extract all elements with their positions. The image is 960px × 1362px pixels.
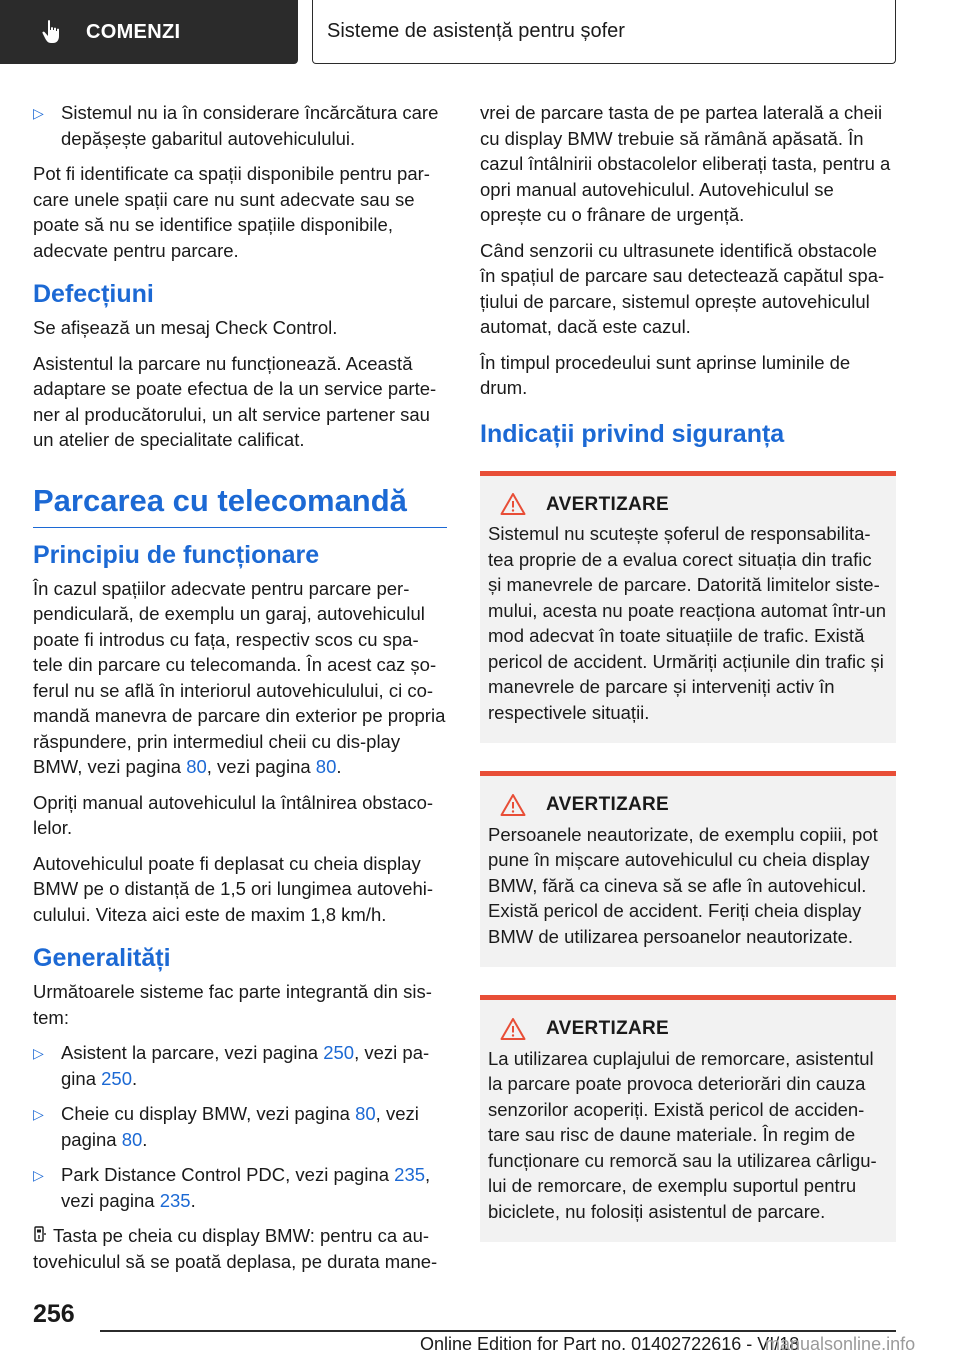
left-column <box>33 100 447 1284</box>
warning-text: Sistemul nu scutește șoferul de responsabilita-tea proprie de a evalua corect situația din trafic și manevrele de parcare. Datorită limitelor siste-mului, acesta nu poate reacționa automat într-un mod adecvat în toate situațiile de trafic. Există pericol de accident. Urmăriți acțiunile din trafic și manevrele de parcare și interveniți activ în respectivele situații. <box>488 523 886 723</box>
paragraph: Se afișează un mesaj Check Control. <box>33 317 338 338</box>
paragraph: vrei de parcare tasta de pe partea laterală a cheii cu display BMW trebuie să rămână apăsată. În cazul întâlnirii obstacolelor eliberați tasta, pentru a opri manual autovehiculul. Autovehiculul se oprește cu o frânare de urgență. <box>480 102 891 225</box>
warning-triangle-icon <box>500 1017 526 1041</box>
right-column <box>480 100 896 1270</box>
warning-text: Persoanele neautorizate, de exemplu copiii, pot pune în mișcare autovehiculul cu cheia display BMW, fără ca cineva să se afle în autovehicul. Există pericol de accident. Feriți cheia display BMW de utilizarea persoanelor neautorizate. <box>488 823 878 947</box>
list-item: ▷ Asistent la parcare, vezi pagina 250, vezi pa-gina 250. <box>33 1040 447 1091</box>
tip-paragraph: Tasta pe cheia cu display BMW: pentru ca au-tovehiculul să se poată deplasa, pe durata mane- <box>33 1225 438 1272</box>
chapter-tab-label: COMENZI <box>86 20 181 43</box>
page-link[interactable]: 80 <box>355 1103 376 1124</box>
warning-title: AVERTIZARE <box>546 493 669 515</box>
page-number: 256 <box>33 1300 75 1328</box>
warning-title: AVERTIZARE <box>546 794 669 815</box>
heading-defects: Defecțiuni <box>33 280 154 308</box>
page-link[interactable]: 250 <box>101 1067 132 1089</box>
paragraph: Următoarele sisteme fac parte integrantă din sis-tem: <box>33 981 432 1028</box>
list-item: ▷ Cheie cu display BMW, vezi pagina 80, vezi pagina 80. <box>33 1101 447 1152</box>
triangle-right-icon: ▷ <box>33 1106 44 1122</box>
chapter-tab[interactable] <box>0 0 298 64</box>
section-title: Sisteme de asistență pentru șofer <box>312 0 896 64</box>
list-item: ▷ Park Distance Control PDC, vezi pagina 235, vezi pagina 235. <box>33 1162 447 1213</box>
page-link[interactable]: 235 <box>159 1189 191 1211</box>
warning-box <box>480 771 896 967</box>
footer-edition: Online Edition for Part no. 01402722616 - VI/18 manualsonline.info <box>420 1334 916 1354</box>
paragraph: Când senzorii cu ultrasunete identifică obstacole în spațiul de parcare sau detectează capătul spa-țiului de parcare, sistemul oprește autovehiculul automat, dacă este cazul. <box>480 239 885 337</box>
paragraph: În timpul procedeului sunt aprinse luminile de drum. <box>480 351 851 398</box>
triangle-right-icon: ▷ <box>33 1045 44 1061</box>
page-link[interactable]: 250 <box>323 1042 355 1063</box>
heading-general: Generalități <box>33 944 171 972</box>
footer-divider <box>100 1330 896 1332</box>
page-link[interactable]: 80 <box>186 756 207 777</box>
warning-box <box>480 995 896 1242</box>
warning-triangle-icon <box>500 793 526 817</box>
list-item <box>33 100 447 151</box>
heading-principle: Principiu de funcționare <box>33 540 320 569</box>
warning-title: AVERTIZARE <box>546 1018 669 1039</box>
triangle-right-icon: ▷ <box>33 105 44 121</box>
paragraph: Autovehiculul poate fi deplasat cu cheia display BMW pe o distanță de 1,5 ori lungimea autovehi-culului. Viteza aici este de maxim 1,8 km/h. <box>33 852 434 925</box>
heading-safety: Indicații privind siguranța <box>480 419 785 448</box>
page-link[interactable]: 235 <box>394 1164 426 1185</box>
paragraph: În cazul spațiilor adecvate pentru parcare per-pendiculară, de exemplu un garaj, autovehiculul poate fi introdus cu fața, respectiv scos cu spa-tele din parcare cu telecomanda. În acest caz șo-ferul nu se află în interiorul autovehiculului, ci co-mandă manevra de parcare din exterior pe propria răspundere, prin intermediul cheii cu dis-play BMW, vezi pagina 80, vezi pagina 80. <box>33 577 446 777</box>
page-link[interactable]: 80 <box>121 1128 143 1150</box>
warning-text: La utilizarea cuplajului de remorcare, asistentul la parcare poate provoca deteriorări din cauza senzorilor acoperiți. Există pericol de acciden-tare sau risc de daune materiale. În regim de funcționare cu remorcă sau la utilizarea cârligu-lui de remorcare, de exemplu suportul pentru biciclete, nu folosiți asistentul de parcare. <box>488 1047 877 1222</box>
warning-box <box>480 471 896 744</box>
watermark: manualsonline.info <box>765 1334 916 1354</box>
warning-triangle-icon <box>500 492 526 516</box>
paragraph: Pot fi identificate ca spații disponibile pentru par-care unele spații care nu sunt adecvate sau se poate să nu se identifice spațiile disponibile, adecvate pentru parcare. <box>33 163 430 261</box>
page-link[interactable]: 80 <box>315 756 337 777</box>
key-button-icon <box>33 1225 47 1243</box>
hand-pointer-icon <box>40 19 66 45</box>
paragraph: Asistentul la parcare nu funcționează. Această adaptare se poate efectua de la un service parte-ner al producătorului, un alt service partener sau un atelier de specialitate calificat. <box>33 352 437 450</box>
chapter-heading: Parcarea cu telecomandă <box>33 483 447 528</box>
paragraph: Opriți manual autovehiculul la întâlnirea obstaco-lelor. <box>33 791 434 838</box>
triangle-right-icon: ▷ <box>33 1167 44 1183</box>
list-item-text: Sistemul nu ia în considerare încărcătura care depășește gabaritul autovehiculului. <box>61 102 439 149</box>
